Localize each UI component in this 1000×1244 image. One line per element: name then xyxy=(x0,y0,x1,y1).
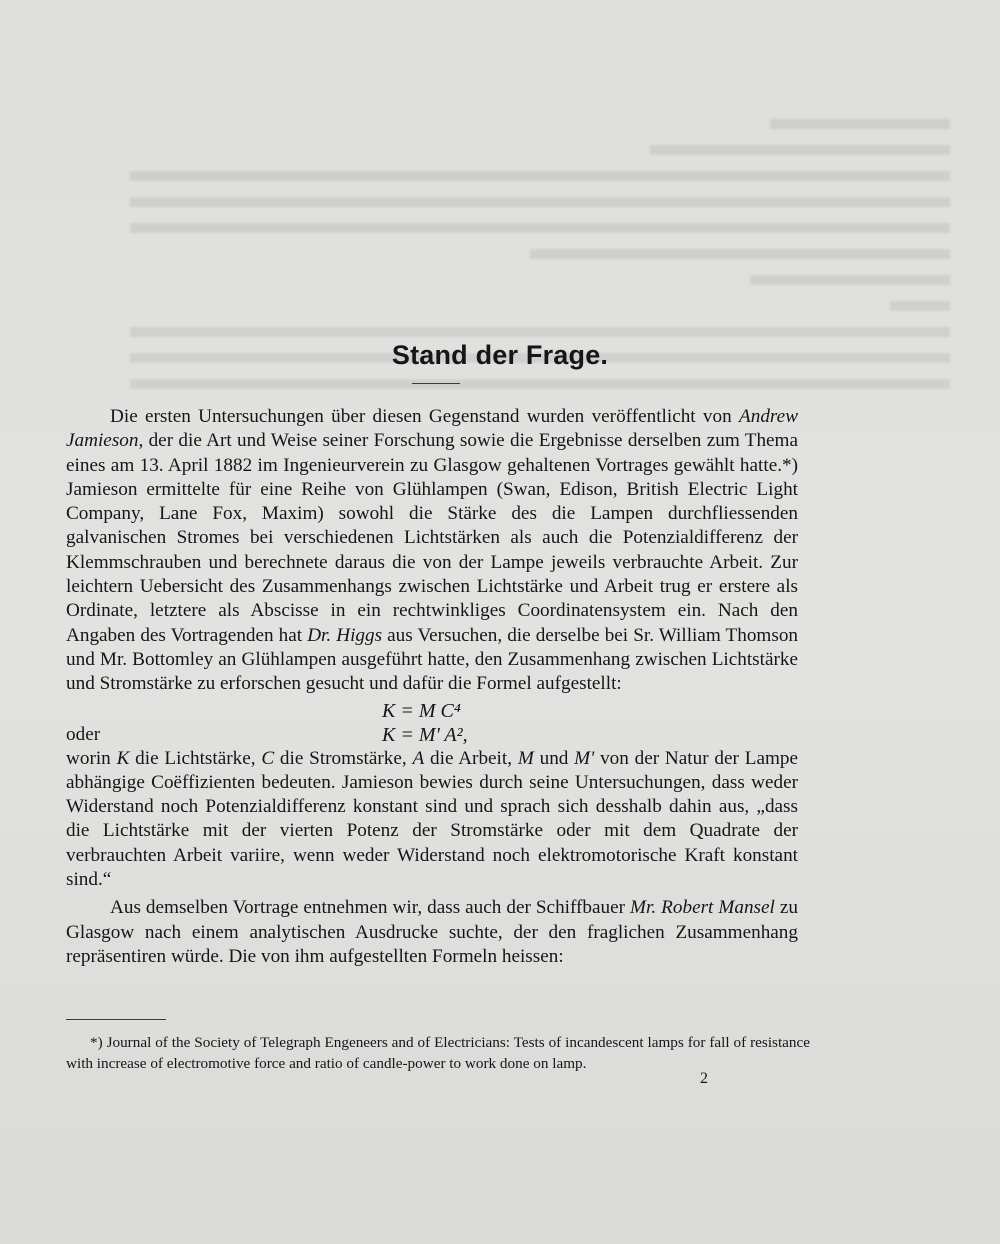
footnote xyxy=(66,1032,810,1074)
paragraph-2-text-4: die Arbeit, xyxy=(424,747,518,769)
page-number: 2 xyxy=(700,1070,708,1087)
paragraph-1 xyxy=(66,405,798,697)
name-andrew-jamieson: Andrew Jamieson, xyxy=(66,406,798,452)
paragraph-2-text-1: worin xyxy=(66,747,117,769)
title-divider xyxy=(412,383,460,384)
formula-connector: oder xyxy=(66,723,101,745)
paragraph-1-text-a: Die ersten Untersuchungen über diesen Gegenstand wurden veröffentlicht von xyxy=(110,406,740,427)
paragraph-2 xyxy=(66,747,798,893)
paragraph-3-text-a: Aus demselben Vortrage entnehmen wir, dass auch der Schiffbauer xyxy=(110,897,631,919)
section-title: Stand der Frage. xyxy=(391,340,609,370)
main-text xyxy=(66,405,798,969)
variable-a: A xyxy=(412,747,425,769)
variable-c: C xyxy=(261,747,275,769)
formula-block xyxy=(66,699,798,747)
paragraph-2-text-6: von der Natur der Lampe abhängige Coëffizienten bedeuten. Jamieson bewies durch seine Untersuchungen, dass weder Widerstand noch Potenzialdifferenz konstant sind und sprach sich desshalb dahin aus, „dass die Lichtstärke mit der vierten Potenz der Stromstärke oder mit dem Quadrate der verbrauchten Arbeit variire, wenn weder Widerstand noch elektromotorische Kraft konstant sind.“ xyxy=(66,747,798,891)
paragraph-1-text-c: aus Versuchen, die derselbe bei Sr. William Thomson und Mr. Bottomley an Glühlampen ausgeführt hatte, den Zusammenhang zwischen Lichtstärke und Stromstärke zu erforschen gesucht und dafür die Formel aufgestellt: xyxy=(66,624,799,695)
variable-k: K xyxy=(116,747,130,769)
paragraph-2-text-5: und xyxy=(533,747,575,769)
variable-m-prime: M' xyxy=(574,747,595,769)
paragraph-3 xyxy=(66,896,798,969)
formula-2: K = M' A², xyxy=(382,723,468,746)
formula-1: K = M C⁴ xyxy=(382,699,461,722)
paragraph-1-text-b: der die Art und Weise seiner Forschung sowie die Ergebnisse derselben zum Thema eines am 13. April 1882 im Ingenieurverein zu Glasgow gehaltenen Vortrages gewählt hatte.*) Jamieson ermittelte für eine Reihe von Glühlampen (Swan, Edison, British Electric Light Company, Lane Fox, Maxim) sowohl die Stärke des die Lampen durchfliessenden galvanischen Stromes bei verschiedenen Lichtstärken als auch die Potenzialdifferenz der Klemmschrauben und berechnete daraus die von der Lampe jeweils verbrauchte Arbeit. Zur leichtern Uebersicht des Zusammenhangs zwischen Lichtstärke und Arbeit trug er erstere als Ordinate, letztere als Abscisse in ein rechtwinkliges Coordinatensystem ein. Nach den Angaben des Vortragenden hat xyxy=(66,430,798,646)
paragraph-2-text-2: die Lichtstärke, xyxy=(129,747,262,769)
footnote-divider xyxy=(66,1019,166,1020)
name-dr-higgs: Dr. Higgs xyxy=(307,624,383,646)
name-robert-mansel: Mr. Robert Mansel xyxy=(630,897,775,919)
paragraph-3-text-b: zu Glasgow nach einem analytischen Ausdrucke suchte, der den fraglichen Zusammenhang repräsentiren würde. Die von ihm aufgestellten Formeln heissen: xyxy=(66,897,798,967)
paragraph-2-text-3: die Stromstärke, xyxy=(274,747,413,769)
footnote-text: *) Journal of the Society of Telegraph Engeneers and of Electricians: Tests of incandescent lamps for fall of resistance with increase of electromotive force and ratio of candle-power to work done on lamp. xyxy=(66,1034,810,1072)
variable-m: M xyxy=(517,747,534,769)
